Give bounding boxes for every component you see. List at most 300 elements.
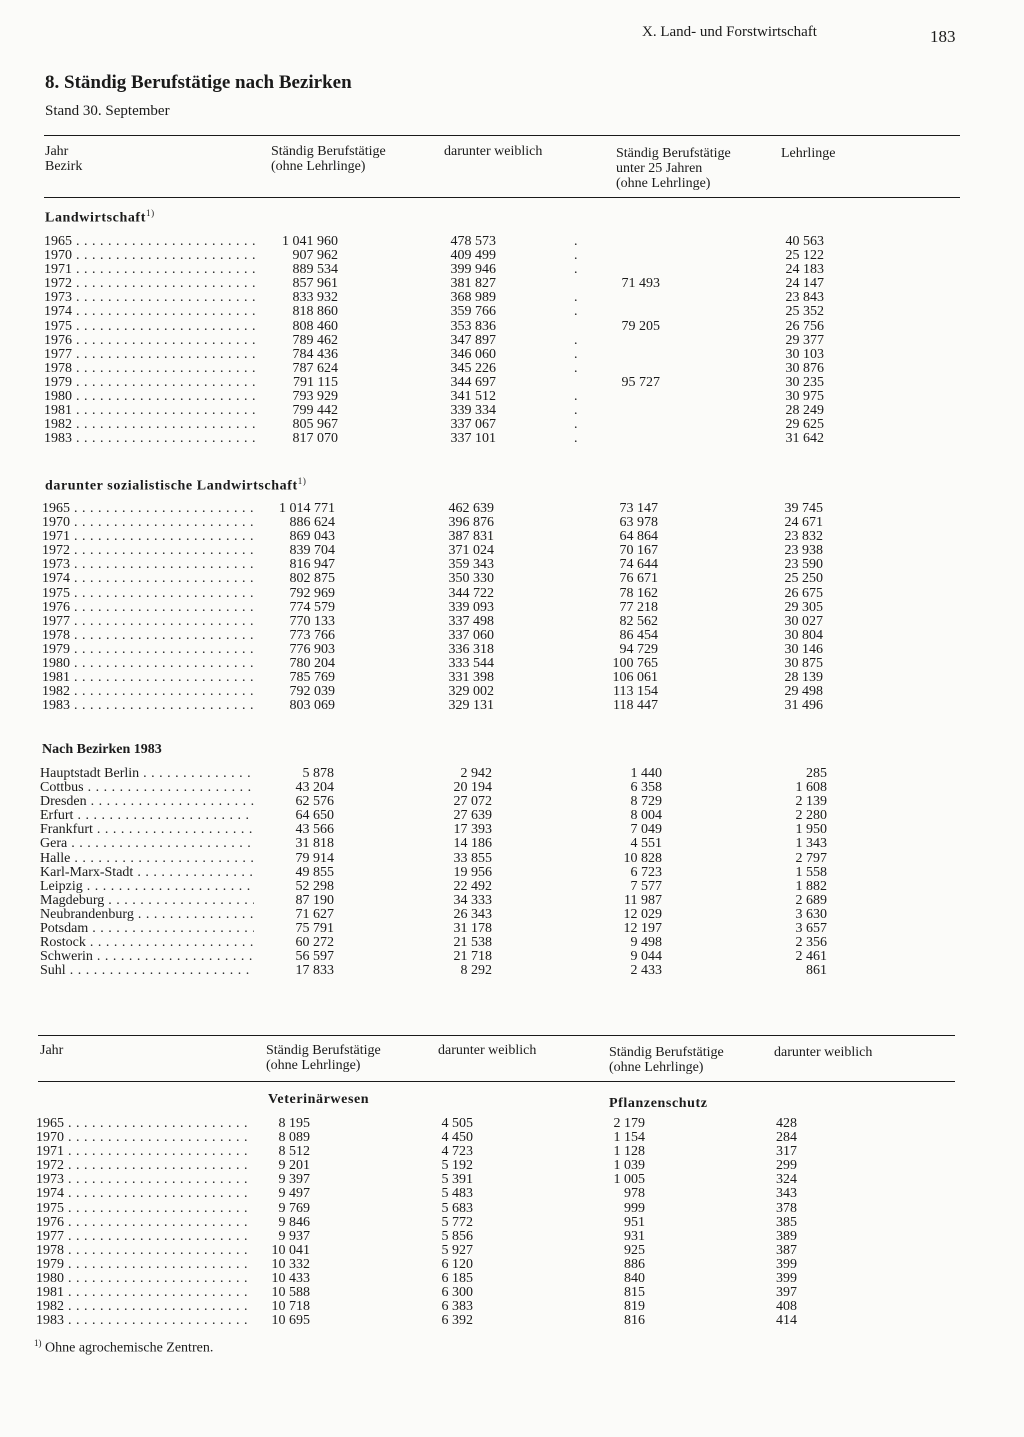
cell-unter25: 86 454 bbox=[619, 627, 658, 643]
cell-vet-berufstaetige: 9 937 bbox=[278, 1228, 310, 1244]
cell-vet-weiblich: 6 120 bbox=[441, 1256, 473, 1272]
cell-lehrlinge: 3 657 bbox=[795, 921, 827, 937]
table-row bbox=[42, 671, 827, 685]
cell-berufstaetige: 818 860 bbox=[292, 304, 338, 320]
row-label: 1976 . . . bbox=[44, 334, 256, 348]
cell-weiblich: 381 827 bbox=[450, 276, 496, 292]
cell-unter25: 78 162 bbox=[619, 585, 658, 601]
table2-header-berufstaetige-right: Ständig Berufstätige (ohne Lehrlinge) bbox=[609, 1045, 724, 1075]
row-label: 1981 . . . bbox=[44, 404, 256, 418]
cell-lehrlinge: 31 496 bbox=[784, 698, 823, 714]
row-label: 1976 . . . bbox=[36, 1216, 248, 1230]
cell-lehrlinge: 24 147 bbox=[785, 276, 824, 292]
cell-lehrlinge: 40 563 bbox=[785, 234, 824, 249]
cell-weiblich: 409 499 bbox=[450, 248, 496, 264]
table-row bbox=[36, 1286, 826, 1300]
cell-pflanzen-berufstaetige: 1 039 bbox=[613, 1158, 645, 1174]
cell-pflanzen-weiblich: 385 bbox=[776, 1214, 797, 1230]
cell-pflanzen-berufstaetige: 999 bbox=[624, 1200, 645, 1216]
row-label: 1971 . . . bbox=[42, 530, 254, 544]
cell-weiblich: 339 093 bbox=[448, 599, 494, 615]
table1-header-weiblich: darunter weiblich bbox=[444, 144, 543, 159]
row-label: 1972 . . . bbox=[42, 544, 254, 558]
cell-weiblich: 462 639 bbox=[448, 501, 494, 516]
row-label: 1978 . . . bbox=[44, 362, 256, 376]
table-row bbox=[40, 823, 827, 837]
table-row bbox=[36, 1216, 826, 1230]
table-row bbox=[40, 964, 827, 978]
row-label: 1981 . . . bbox=[36, 1286, 248, 1300]
cell-lehrlinge: 30 876 bbox=[785, 360, 824, 376]
cell-berufstaetige: 1 041 960 bbox=[282, 234, 338, 249]
cell-pflanzen-berufstaetige: 2 179 bbox=[613, 1116, 645, 1131]
cell-unter25: 6 358 bbox=[630, 780, 662, 796]
cell-berufstaetige: 839 704 bbox=[289, 543, 335, 559]
table-row bbox=[36, 1272, 826, 1286]
section-title-sozialistische-landwirtschaft: darunter sozialistische Landwirtschaft$^{1)}$ bbox=[45, 476, 307, 494]
cell-pflanzen-berufstaetige: 816 bbox=[624, 1313, 645, 1329]
row-label: Potsdam . . . bbox=[40, 922, 254, 936]
row-label: 1974 . . . bbox=[36, 1187, 248, 1201]
cell-lehrlinge: 285 bbox=[806, 766, 827, 781]
row-label: 1972 . . . bbox=[44, 277, 256, 291]
row-label: Gera . . . bbox=[40, 837, 254, 851]
cell-vet-berufstaetige: 10 433 bbox=[271, 1271, 310, 1287]
cell-berufstaetige: 799 442 bbox=[292, 403, 338, 419]
cell-lehrlinge: 28 139 bbox=[784, 670, 823, 686]
cell-unter25: 9 498 bbox=[630, 935, 662, 951]
row-label: Rostock . . . bbox=[40, 936, 254, 950]
cell-weiblich: 337 060 bbox=[448, 627, 494, 643]
cell-berufstaetige: 791 115 bbox=[293, 374, 338, 390]
cell-lehrlinge: 26 756 bbox=[785, 318, 824, 334]
table2-header-weiblich-right: darunter weiblich bbox=[774, 1045, 873, 1060]
cell-unter25: . bbox=[574, 234, 578, 249]
cell-weiblich: 368 989 bbox=[450, 290, 496, 306]
group-title-pflanzenschutz: Pflanzenschutz bbox=[609, 1096, 708, 1111]
row-label: 1983 . . . bbox=[44, 432, 256, 446]
cell-unter25: . bbox=[574, 262, 578, 278]
row-label: 1976 . . . bbox=[42, 601, 254, 615]
cell-lehrlinge: 30 875 bbox=[784, 656, 823, 672]
cell-lehrlinge: 1 558 bbox=[795, 864, 827, 880]
table2-top-rule bbox=[38, 1035, 955, 1036]
cell-weiblich: 22 492 bbox=[453, 878, 492, 894]
cell-lehrlinge: 2 797 bbox=[795, 850, 827, 866]
cell-berufstaetige: 787 624 bbox=[292, 360, 338, 376]
row-label: Karl-Marx-Stadt . . . bbox=[40, 866, 254, 880]
cell-berufstaetige: 792 969 bbox=[289, 585, 335, 601]
cell-weiblich: 27 639 bbox=[453, 808, 492, 824]
row-label: 1970 . . . bbox=[36, 1131, 248, 1145]
row-label: 1979 . . . bbox=[36, 1258, 248, 1272]
row-label: 1982 . . . bbox=[42, 685, 254, 699]
cell-vet-berufstaetige: 10 588 bbox=[271, 1285, 310, 1301]
running-header: X. Land- und Forstwirtschaft bbox=[642, 24, 817, 40]
cell-weiblich: 8 292 bbox=[460, 963, 492, 979]
cell-berufstaetige: 774 579 bbox=[289, 599, 335, 615]
cell-vet-berufstaetige: 10 332 bbox=[271, 1256, 310, 1272]
cell-lehrlinge: 25 250 bbox=[784, 571, 823, 587]
cell-unter25: 100 765 bbox=[612, 656, 658, 672]
cell-lehrlinge: 30 027 bbox=[784, 613, 823, 629]
cell-unter25: . bbox=[574, 304, 578, 320]
cell-vet-weiblich: 5 683 bbox=[441, 1200, 473, 1216]
cell-pflanzen-weiblich: 387 bbox=[776, 1242, 797, 1258]
table-row bbox=[40, 781, 827, 795]
table-row bbox=[42, 558, 827, 572]
cell-unter25: 9 044 bbox=[630, 949, 662, 965]
row-label: 1980 . . . bbox=[36, 1272, 248, 1286]
cell-vet-berufstaetige: 8 195 bbox=[278, 1116, 310, 1131]
cell-vet-weiblich: 6 185 bbox=[441, 1271, 473, 1287]
cell-vet-berufstaetige: 9 769 bbox=[278, 1200, 310, 1216]
cell-berufstaetige: 5 878 bbox=[302, 766, 334, 781]
cell-lehrlinge: 1 608 bbox=[795, 780, 827, 796]
cell-vet-berufstaetige: 8 089 bbox=[278, 1130, 310, 1146]
table2-header-jahr: Jahr bbox=[40, 1043, 64, 1058]
cell-unter25: 73 147 bbox=[619, 501, 658, 516]
row-label: 1965 . . . bbox=[44, 235, 256, 249]
cell-lehrlinge: 23 938 bbox=[784, 543, 823, 559]
cell-lehrlinge: 30 235 bbox=[785, 374, 824, 390]
table-row bbox=[40, 922, 827, 936]
cell-vet-berufstaetige: 10 718 bbox=[271, 1299, 310, 1315]
cell-lehrlinge: 26 675 bbox=[784, 585, 823, 601]
row-label: Cottbus . . . bbox=[40, 781, 254, 795]
table-row bbox=[36, 1258, 826, 1272]
cell-weiblich: 347 897 bbox=[450, 332, 496, 348]
table-row bbox=[44, 376, 829, 390]
table-row bbox=[42, 699, 827, 713]
cell-weiblich: 17 393 bbox=[453, 822, 492, 838]
cell-vet-weiblich: 6 300 bbox=[441, 1285, 473, 1301]
cell-pflanzen-berufstaetige: 925 bbox=[624, 1242, 645, 1258]
table-row bbox=[42, 530, 827, 544]
cell-berufstaetige: 886 624 bbox=[289, 515, 335, 531]
cell-weiblich: 478 573 bbox=[450, 234, 496, 249]
cell-unter25: 82 562 bbox=[619, 613, 658, 629]
cell-unter25: 95 727 bbox=[621, 374, 660, 390]
cell-pflanzen-berufstaetige: 819 bbox=[624, 1299, 645, 1315]
cell-unter25: . bbox=[574, 389, 578, 405]
table-subtitle: Stand 30. September bbox=[45, 103, 170, 119]
cell-vet-weiblich: 4 723 bbox=[441, 1144, 473, 1160]
cell-lehrlinge: 30 975 bbox=[785, 389, 824, 405]
row-label: 1971 . . . bbox=[36, 1145, 248, 1159]
cell-berufstaetige: 889 534 bbox=[292, 262, 338, 278]
table1-top-rule bbox=[44, 135, 960, 136]
cell-lehrlinge: 29 305 bbox=[784, 599, 823, 615]
cell-berufstaetige: 789 462 bbox=[292, 332, 338, 348]
table2-header-berufstaetige-left: Ständig Berufstätige (ohne Lehrlinge) bbox=[266, 1043, 381, 1073]
table1-header-lehrlinge: Lehrlinge bbox=[781, 146, 836, 161]
row-label: 1974 . . . bbox=[42, 572, 254, 586]
cell-lehrlinge: 24 671 bbox=[784, 515, 823, 531]
cell-unter25: 79 205 bbox=[621, 318, 660, 334]
table-row bbox=[40, 936, 827, 950]
row-label: 1979 . . . bbox=[42, 643, 254, 657]
cell-unter25: . bbox=[574, 403, 578, 419]
cell-berufstaetige: 784 436 bbox=[292, 346, 338, 362]
table-row bbox=[40, 852, 827, 866]
cell-unter25: 1 440 bbox=[630, 766, 662, 781]
cell-unter25: 8 004 bbox=[630, 808, 662, 824]
cell-pflanzen-berufstaetige: 1 154 bbox=[613, 1130, 645, 1146]
cell-weiblich: 344 722 bbox=[448, 585, 494, 601]
cell-berufstaetige: 43 566 bbox=[295, 822, 334, 838]
cell-lehrlinge: 30 146 bbox=[784, 641, 823, 657]
cell-pflanzen-weiblich: 284 bbox=[776, 1130, 797, 1146]
row-label: 1980 . . . bbox=[44, 390, 256, 404]
cell-unter25: 6 723 bbox=[630, 864, 662, 880]
table-row bbox=[44, 362, 829, 376]
table-row bbox=[42, 516, 827, 530]
cell-weiblich: 337 067 bbox=[450, 417, 496, 433]
cell-weiblich: 331 398 bbox=[448, 670, 494, 686]
cell-berufstaetige: 816 947 bbox=[289, 557, 335, 573]
cell-berufstaetige: 805 967 bbox=[292, 417, 338, 433]
table-row bbox=[40, 880, 827, 894]
cell-berufstaetige: 31 818 bbox=[295, 836, 334, 852]
table-row bbox=[40, 908, 827, 922]
cell-lehrlinge: 2 461 bbox=[795, 949, 827, 965]
cell-weiblich: 337 101 bbox=[450, 431, 496, 447]
cell-unter25: . bbox=[574, 346, 578, 362]
cell-berufstaetige: 56 597 bbox=[295, 949, 334, 965]
cell-unter25: 2 433 bbox=[630, 963, 662, 979]
cell-pflanzen-weiblich: 378 bbox=[776, 1200, 797, 1216]
cell-unter25: 74 644 bbox=[619, 557, 658, 573]
row-label: 1977 . . . bbox=[42, 615, 254, 629]
cell-berufstaetige: 792 039 bbox=[289, 684, 335, 700]
cell-vet-weiblich: 4 505 bbox=[441, 1116, 473, 1131]
table-row bbox=[44, 432, 829, 446]
cell-lehrlinge: 1 882 bbox=[795, 878, 827, 894]
cell-pflanzen-weiblich: 389 bbox=[776, 1228, 797, 1244]
row-label: 1980 . . . bbox=[42, 657, 254, 671]
cell-weiblich: 31 178 bbox=[453, 921, 492, 937]
cell-weiblich: 350 330 bbox=[448, 571, 494, 587]
cell-vet-weiblich: 5 483 bbox=[441, 1186, 473, 1202]
cell-berufstaetige: 817 070 bbox=[292, 431, 338, 447]
cell-weiblich: 14 186 bbox=[453, 836, 492, 852]
cell-lehrlinge: 861 bbox=[806, 963, 827, 979]
cell-pflanzen-weiblich: 317 bbox=[776, 1144, 797, 1160]
row-label: 1975 . . . bbox=[42, 587, 254, 601]
cell-vet-weiblich: 5 192 bbox=[441, 1158, 473, 1174]
cell-berufstaetige: 75 791 bbox=[295, 921, 334, 937]
cell-lehrlinge: 29 625 bbox=[785, 417, 824, 433]
cell-vet-berufstaetige: 10 041 bbox=[271, 1242, 310, 1258]
cell-lehrlinge: 23 843 bbox=[785, 290, 824, 306]
cell-berufstaetige: 60 272 bbox=[295, 935, 334, 951]
cell-pflanzen-weiblich: 397 bbox=[776, 1285, 797, 1301]
table-row bbox=[42, 615, 827, 629]
cell-unter25: . bbox=[574, 417, 578, 433]
table-row bbox=[44, 334, 829, 348]
cell-unter25: 77 218 bbox=[619, 599, 658, 615]
table-row bbox=[36, 1244, 826, 1258]
cell-berufstaetige: 17 833 bbox=[295, 963, 334, 979]
cell-vet-berufstaetige: 9 397 bbox=[278, 1172, 310, 1188]
cell-vet-berufstaetige: 10 695 bbox=[271, 1313, 310, 1329]
cell-weiblich: 339 334 bbox=[450, 403, 496, 419]
cell-unter25: 7 577 bbox=[630, 878, 662, 894]
cell-weiblich: 20 194 bbox=[453, 780, 492, 796]
table-title: 8. Ständig Berufstätige nach Bezirken bbox=[45, 72, 352, 93]
cell-vet-berufstaetige: 9 497 bbox=[278, 1186, 310, 1202]
row-label: 1975 . . . bbox=[36, 1202, 248, 1216]
table-row bbox=[36, 1187, 826, 1201]
cell-lehrlinge: 1 950 bbox=[795, 822, 827, 838]
table-row bbox=[44, 235, 829, 249]
row-label: Halle . . . bbox=[40, 852, 254, 866]
table2-header-rule bbox=[38, 1081, 955, 1082]
cell-berufstaetige: 52 298 bbox=[295, 878, 334, 894]
table-row bbox=[40, 767, 827, 781]
cell-vet-weiblich: 6 392 bbox=[441, 1313, 473, 1329]
cell-berufstaetige: 62 576 bbox=[295, 794, 334, 810]
table-row bbox=[44, 404, 829, 418]
table-row bbox=[42, 587, 827, 601]
cell-berufstaetige: 907 962 bbox=[292, 248, 338, 264]
table-row bbox=[36, 1202, 826, 1216]
table1-header-rule bbox=[44, 197, 960, 198]
table-row bbox=[44, 249, 829, 263]
footnote: $^{1)}$ Ohne agrochemische Zentren. bbox=[34, 1338, 214, 1356]
cell-unter25: 11 987 bbox=[624, 892, 662, 908]
cell-lehrlinge: 1 343 bbox=[795, 836, 827, 852]
table-veterinaer-pflanzenschutz bbox=[36, 1117, 826, 1328]
row-label: Schwerin . . . bbox=[40, 950, 254, 964]
cell-vet-berufstaetige: 9 846 bbox=[278, 1214, 310, 1230]
table-row bbox=[44, 320, 829, 334]
table1-header-unter25: Ständig Berufstätige unter 25 Jahren (ohne Lehrlinge) bbox=[616, 146, 731, 191]
table-row bbox=[40, 809, 827, 823]
cell-berufstaetige: 803 069 bbox=[289, 698, 335, 714]
table-row bbox=[36, 1117, 826, 1131]
table2-header-weiblich-left: darunter weiblich bbox=[438, 1043, 537, 1058]
table-landwirtschaft bbox=[44, 235, 829, 446]
cell-weiblich: 345 226 bbox=[450, 360, 496, 376]
table-row bbox=[42, 643, 827, 657]
cell-berufstaetige: 43 204 bbox=[295, 780, 334, 796]
cell-weiblich: 387 831 bbox=[448, 529, 494, 545]
cell-pflanzen-weiblich: 324 bbox=[776, 1172, 797, 1188]
cell-unter25: 12 029 bbox=[623, 906, 662, 922]
table-row bbox=[40, 894, 827, 908]
cell-pflanzen-berufstaetige: 840 bbox=[624, 1271, 645, 1287]
table-row bbox=[40, 950, 827, 964]
cell-berufstaetige: 79 914 bbox=[295, 850, 334, 866]
row-label: 1973 . . . bbox=[44, 291, 256, 305]
cell-berufstaetige: 64 650 bbox=[295, 808, 334, 824]
table-row bbox=[42, 502, 827, 516]
row-label: Frankfurt . . . bbox=[40, 823, 254, 837]
cell-pflanzen-weiblich: 399 bbox=[776, 1256, 797, 1272]
cell-lehrlinge: 2 139 bbox=[795, 794, 827, 810]
cell-lehrlinge: 30 804 bbox=[784, 627, 823, 643]
cell-lehrlinge: 2 689 bbox=[795, 892, 827, 908]
row-label: 1973 . . . bbox=[42, 558, 254, 572]
cell-berufstaetige: 833 932 bbox=[292, 290, 338, 306]
cell-weiblich: 26 343 bbox=[453, 906, 492, 922]
row-label: 1983 . . . bbox=[42, 699, 254, 713]
row-label: 1977 . . . bbox=[44, 348, 256, 362]
cell-weiblich: 353 836 bbox=[450, 318, 496, 334]
cell-unter25: 12 197 bbox=[623, 921, 662, 937]
row-label: 1965 . . . bbox=[42, 502, 254, 516]
cell-berufstaetige: 773 766 bbox=[289, 627, 335, 643]
cell-weiblich: 346 060 bbox=[450, 346, 496, 362]
cell-unter25: 94 729 bbox=[619, 641, 658, 657]
cell-berufstaetige: 776 903 bbox=[289, 641, 335, 657]
table-row bbox=[36, 1131, 826, 1145]
cell-berufstaetige: 869 043 bbox=[289, 529, 335, 545]
cell-lehrlinge: 23 832 bbox=[784, 529, 823, 545]
table-row bbox=[36, 1145, 826, 1159]
table-sozialistische-landwirtschaft bbox=[42, 502, 827, 713]
row-label: 1982 . . . bbox=[44, 418, 256, 432]
page-number: 183 bbox=[930, 27, 956, 46]
cell-weiblich: 399 946 bbox=[450, 262, 496, 278]
row-label: 1979 . . . bbox=[44, 376, 256, 390]
cell-berufstaetige: 780 204 bbox=[289, 656, 335, 672]
table-row bbox=[44, 390, 829, 404]
cell-lehrlinge: 29 498 bbox=[784, 684, 823, 700]
cell-vet-berufstaetige: 9 201 bbox=[278, 1158, 310, 1174]
cell-vet-weiblich: 5 927 bbox=[441, 1242, 473, 1258]
row-label: 1982 . . . bbox=[36, 1300, 248, 1314]
cell-berufstaetige: 71 627 bbox=[295, 906, 334, 922]
cell-unter25: 63 978 bbox=[619, 515, 658, 531]
cell-lehrlinge: 29 377 bbox=[785, 332, 824, 348]
table-row bbox=[44, 263, 829, 277]
cell-lehrlinge: 25 122 bbox=[785, 248, 824, 264]
cell-pflanzen-berufstaetige: 815 bbox=[624, 1285, 645, 1301]
cell-berufstaetige: 770 133 bbox=[289, 613, 335, 629]
cell-lehrlinge: 28 249 bbox=[785, 403, 824, 419]
cell-lehrlinge: 3 630 bbox=[795, 906, 827, 922]
table1-header-berufstaetige: Ständig Berufstätige (ohne Lehrlinge) bbox=[271, 144, 386, 174]
table-row bbox=[44, 277, 829, 291]
row-label: 1975 . . . bbox=[44, 320, 256, 334]
row-label: Suhl . . . bbox=[40, 964, 254, 978]
table-row bbox=[42, 657, 827, 671]
table-row bbox=[36, 1173, 826, 1187]
table-row bbox=[44, 305, 829, 319]
table-bezirke bbox=[40, 767, 827, 978]
cell-vet-weiblich: 5 772 bbox=[441, 1214, 473, 1230]
cell-unter25: 8 729 bbox=[630, 794, 662, 810]
row-label: 1977 . . . bbox=[36, 1230, 248, 1244]
cell-pflanzen-weiblich: 414 bbox=[776, 1313, 797, 1329]
cell-unter25: 71 493 bbox=[621, 276, 660, 292]
row-label: 1970 . . . bbox=[44, 249, 256, 263]
row-label: 1972 . . . bbox=[36, 1159, 248, 1173]
cell-unter25: 113 154 bbox=[613, 684, 658, 700]
table1-header-jahr-bezirk: Jahr Bezirk bbox=[45, 144, 83, 174]
cell-unter25: . bbox=[574, 290, 578, 306]
section-title-bezirke: Nach Bezirken 1983 bbox=[42, 742, 162, 757]
table-row bbox=[42, 601, 827, 615]
table-row bbox=[42, 629, 827, 643]
cell-weiblich: 359 766 bbox=[450, 304, 496, 320]
cell-pflanzen-berufstaetige: 1 128 bbox=[613, 1144, 645, 1160]
cell-unter25: 10 828 bbox=[623, 850, 662, 866]
cell-weiblich: 341 512 bbox=[450, 389, 496, 405]
